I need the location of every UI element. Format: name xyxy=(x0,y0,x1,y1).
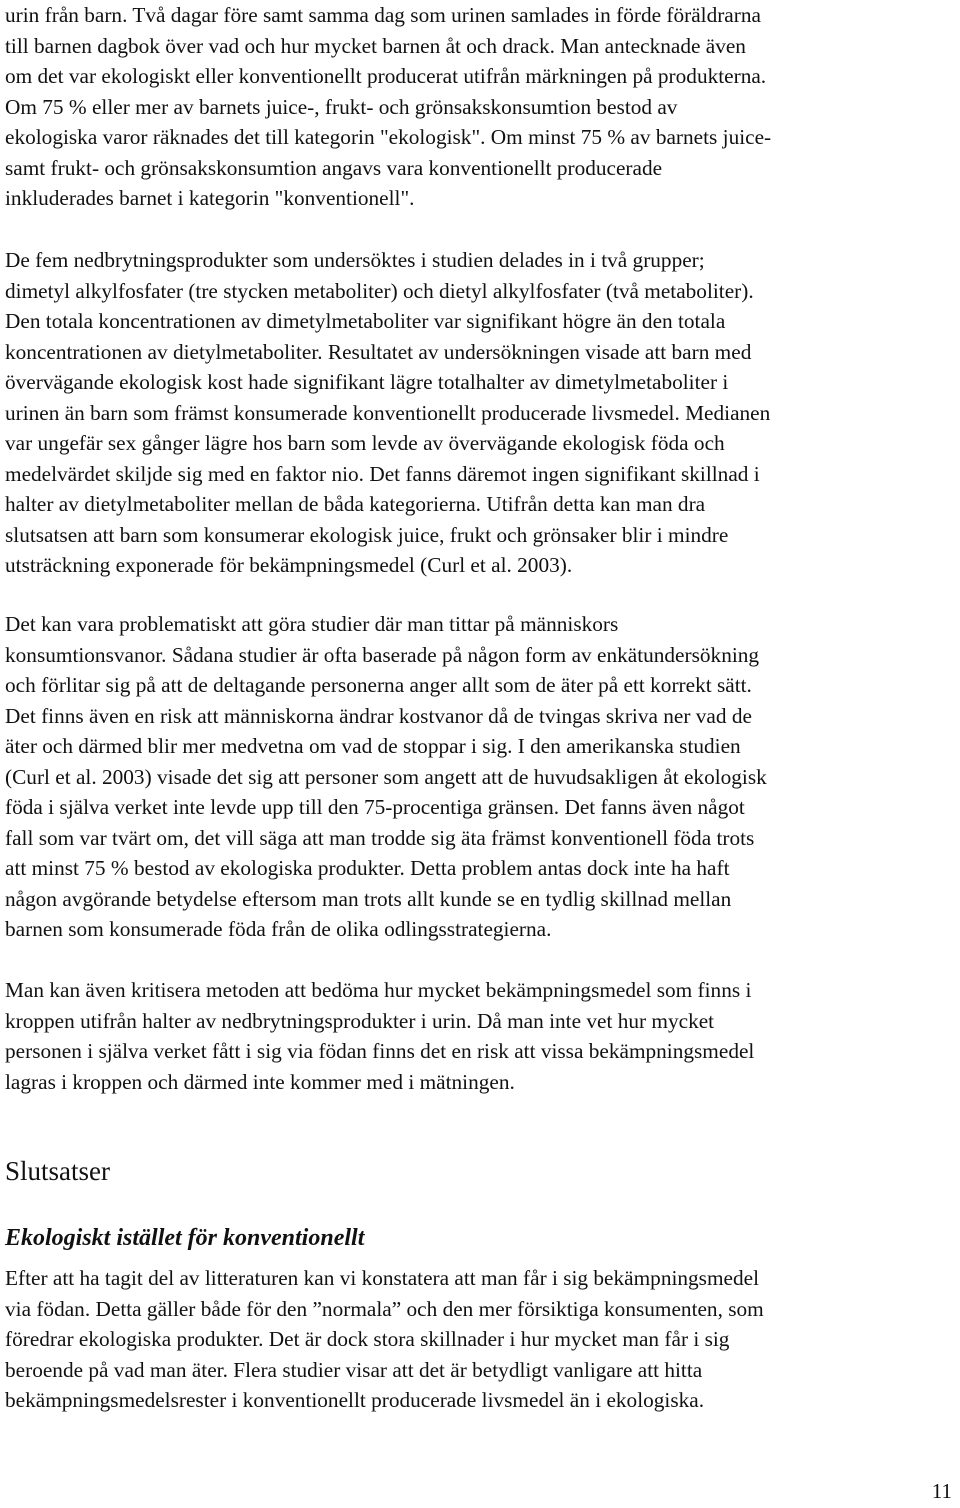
text-line: dimetyl alkylfosfater (tre stycken metaboliter) och dietyl alkylfosfater (två metaboliter). xyxy=(5,278,754,303)
text-line: slutsatsen att barn som konsumerar ekologisk juice, frukt och grönsaker blir i mindre xyxy=(5,522,729,547)
text-line: bekämpningsmedelsrester i konventionellt producerade livsmedel än i ekologiska. xyxy=(5,1388,705,1412)
text-line: lagras i kroppen och därmed inte kommer med i mätningen. xyxy=(5,1069,515,1094)
paragraph-study-method xyxy=(5,0,771,214)
text-line: barnen som konsumerade föda från de olika odlingsstrategierna. xyxy=(5,917,552,941)
paragraph-study-results xyxy=(5,245,770,581)
text-line: äter och därmed blir mer medvetna om vad de stoppar i sig. I den amerikanska studien xyxy=(5,734,741,758)
text-line: övervägande ekologisk kost hade signifikant lägre totalhalter av dimetylmetaboliter i xyxy=(5,370,729,394)
text-line: Den totala koncentrationen av dimetylmetaboliter var signifikant högre än den totala xyxy=(5,309,726,333)
text-line: till barnen dagbok över vad och hur mycket barnen åt och drack. Man antecknade även xyxy=(5,33,746,58)
text-line: föda i själva verket inte levde upp till den 75-procentiga gränsen. Det fanns även något xyxy=(5,795,745,819)
paragraph-method-criticism xyxy=(5,975,754,1097)
text-line: urinen än barn som främst konsumerade konventionellt producerade livsmedel. Medianen xyxy=(5,400,771,425)
text-line: medelvärdet skiljde sig med en faktor nio. Det fanns däremot ingen signifikant skillnad i xyxy=(5,461,760,486)
page-number: 11 xyxy=(931,1479,952,1503)
text-line: koncentrationen av dietylmetaboliter. Resultatet av undersökningen visade att barn med xyxy=(5,339,752,364)
text-line: beroende på vad man äter. Flera studier visar att det är betydligt vanligare att hitta xyxy=(5,1357,703,1382)
text-line: ekologiska varor räknades det till kategorin "ekologisk". Om minst 75 % av barnets juice- xyxy=(5,125,772,149)
text-line: Om 75 % eller mer av barnets juice-, frukt- och grönsakskonsumtion bestod av xyxy=(5,94,678,119)
text-line: personen i själva verket fått i sig via födan finns det en risk att vissa bekämpningsmedel xyxy=(5,1039,755,1063)
text-line: konsumtionsvanor. Sådana studier är ofta baserade på någon form av enkätundersökning xyxy=(5,642,760,667)
text-line: Man kan även kritisera metoden att bedöma hur mycket bekämpningsmedel som finns i xyxy=(5,978,752,1002)
text-line: och förlitar sig på att de deltagande personerna anger allt som de äter på ett korrekt sätt. xyxy=(5,673,752,697)
text-line: Efter att ha tagit del av litteraturen kan vi konstatera att man får i sig bekämpningsmedel xyxy=(5,1266,760,1290)
text-line: samt frukt- och grönsakskonsumtion angavs vara konventionellt producerade xyxy=(5,155,663,180)
paragraph-conclusion xyxy=(5,1263,764,1416)
text-line: De fem nedbrytningsprodukter som undersöktes i studien delades in i två grupper; xyxy=(5,248,705,272)
text-line: att minst 75 % bestod av ekologiska produkter. Detta problem antas dock inte ha haft xyxy=(5,856,730,880)
text-line: (Curl et al. 2003) visade det sig att personer som angett att de huvudsakligen åt ekologisk xyxy=(5,764,767,789)
text-line: var ungefär sex gånger lägre hos barn som levde av övervägande ekologisk föda och xyxy=(5,431,725,455)
text-line: någon avgörande betydelse eftersom man trots allt kunde se en tydlig skillnad mellan xyxy=(5,886,732,911)
text-line: föredrar ekologiska produkter. Det är dock stora skillnader i hur mycket man får i sig xyxy=(5,1327,730,1351)
paragraph-study-problems xyxy=(5,609,767,945)
text-line: halter av dietylmetaboliter mellan de båda kategorierna. Utifrån detta kan man dra xyxy=(5,492,706,516)
subsection-heading: Ekologiskt istället för konventionellt xyxy=(5,1225,365,1251)
text-line: inkluderades barnet i kategorin "konventionell". xyxy=(5,186,415,210)
text-line: utsträckning exponerade för bekämpningsmedel (Curl et al. 2003). xyxy=(5,553,573,577)
text-line: kroppen utifrån halter av nedbrytningsprodukter i urin. Då man inte vet hur mycket xyxy=(5,1008,715,1033)
text-line: Det kan vara problematiskt att göra studier där man tittar på människors xyxy=(5,612,619,636)
text-line: via födan. Detta gäller både för den ”normala” och den mer försiktiga konsumenten, som xyxy=(5,1296,764,1321)
text-line: urin från barn. Två dagar före samt samma dag som urinen samlades in förde föräldrarna xyxy=(5,3,761,27)
text-line: fall som var tvärt om, det vill säga att man trodde sig äta främst konventionell föda trots xyxy=(5,825,755,850)
section-heading: Slutsatser xyxy=(5,1156,110,1186)
text-line: Det finns även en risk att människorna ändrar kostvanor då de tvingas skriva ner vad de xyxy=(5,703,752,728)
text-line: om det var ekologiskt eller konventionellt producerat utifrån märkningen på produkterna. xyxy=(5,64,767,88)
